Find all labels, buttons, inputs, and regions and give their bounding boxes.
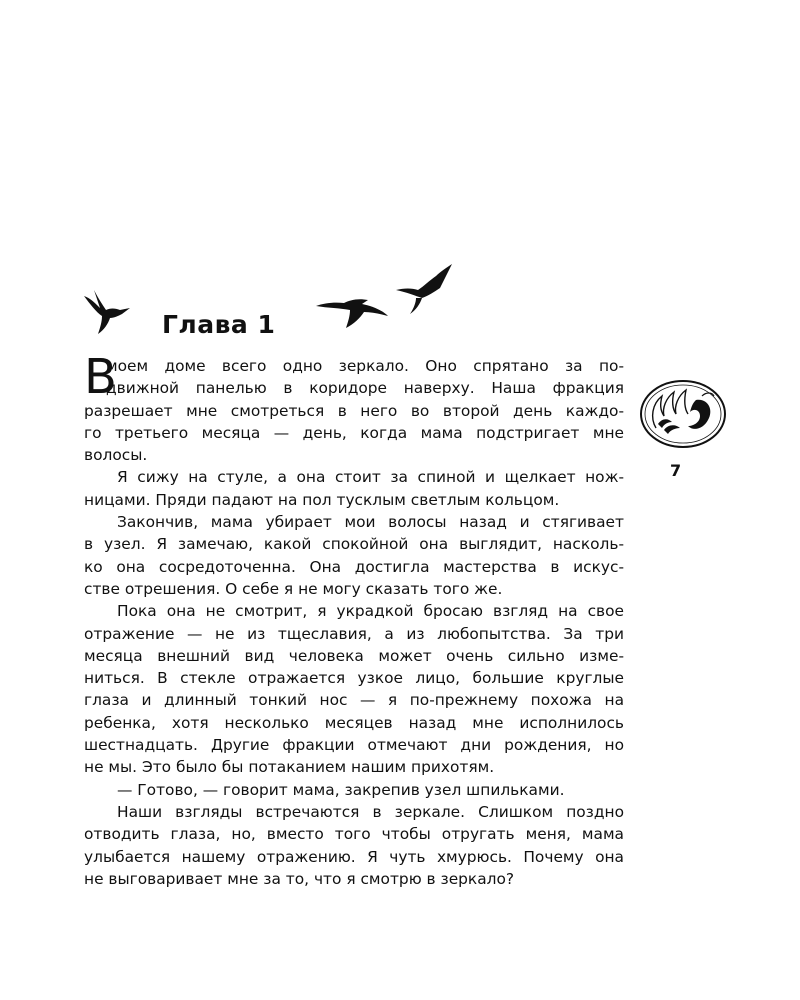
- text-line: — Готово, — говорит мама, закрепив узел шпильками.: [117, 780, 565, 799]
- text-line: ко она сосредоточенна. Она достигла мастерства в искус-: [84, 557, 624, 576]
- bird-icon: [394, 262, 456, 316]
- text-line: ребенка, хотя несколько месяцев назад мне исполнилось: [84, 713, 624, 732]
- text-line: улыбается нашему отражению. Я чуть хмурюсь. Почему она: [84, 847, 624, 866]
- page-number: 7: [670, 461, 682, 480]
- text-line: стве отрешения. О себе я не могу сказать того же.: [84, 579, 503, 598]
- chapter-body-text: [84, 349, 624, 890]
- text-line: глаза и длинный тонкий нос — я по-прежнему похожа на: [84, 691, 624, 710]
- drop-cap: В: [84, 349, 117, 405]
- text-line: ниться. В стекле отражается узкое лицо, большие круглые: [84, 669, 624, 688]
- text-line: ницами. Пряди падают на пол тусклым светлым кольцом.: [84, 490, 560, 509]
- text-line: разрешает мне смотреться в него во второй день каждо-: [84, 401, 624, 420]
- text-line: волосы.: [84, 446, 148, 465]
- text-line: отражение — не из тщеславия, а из любопытства. За три: [84, 624, 624, 643]
- bird-icon: [82, 288, 134, 336]
- text-line: Закончив, мама убирает мои волосы назад и стягивает: [117, 513, 624, 532]
- text-line: Я сижу на стуле, а она стоит за спиной и щелкает нож-: [117, 468, 624, 487]
- text-line: Наши взгляды встречаются в зеркале. Слишком поздно: [117, 802, 624, 821]
- text-line: месяца внешний вид человека может очень сильно изме-: [84, 646, 624, 665]
- text-line: шестнадцать. Другие фракции отмечают дни рождения, но: [84, 736, 624, 755]
- text-line: движной панелью в коридоре наверху. Наша фракция: [106, 379, 624, 398]
- text-line: не выговаривает мне за то, что я смотрю в зеркало?: [84, 869, 515, 888]
- text-line: не мы. Это было бы потаканием нашим прихотям.: [84, 758, 495, 777]
- text-line: отводить глаза, но, вместо того чтобы отругать меня, мама: [84, 825, 624, 844]
- text-line: моем доме всего одно зеркало. Оно спрятано за по-: [106, 357, 624, 375]
- chapter-title: Глава 1: [162, 310, 276, 339]
- text-line: в узел. Я замечаю, какой спокойной она выглядит, насколь-: [84, 535, 624, 554]
- text-line: го третьего месяца — день, когда мама подстригает мне: [84, 423, 624, 442]
- abnegation-emblem-icon: [638, 378, 728, 450]
- text-line: Пока она не смотрит, я украдкой бросаю взгляд на свое: [117, 602, 624, 621]
- bird-icon: [314, 296, 390, 330]
